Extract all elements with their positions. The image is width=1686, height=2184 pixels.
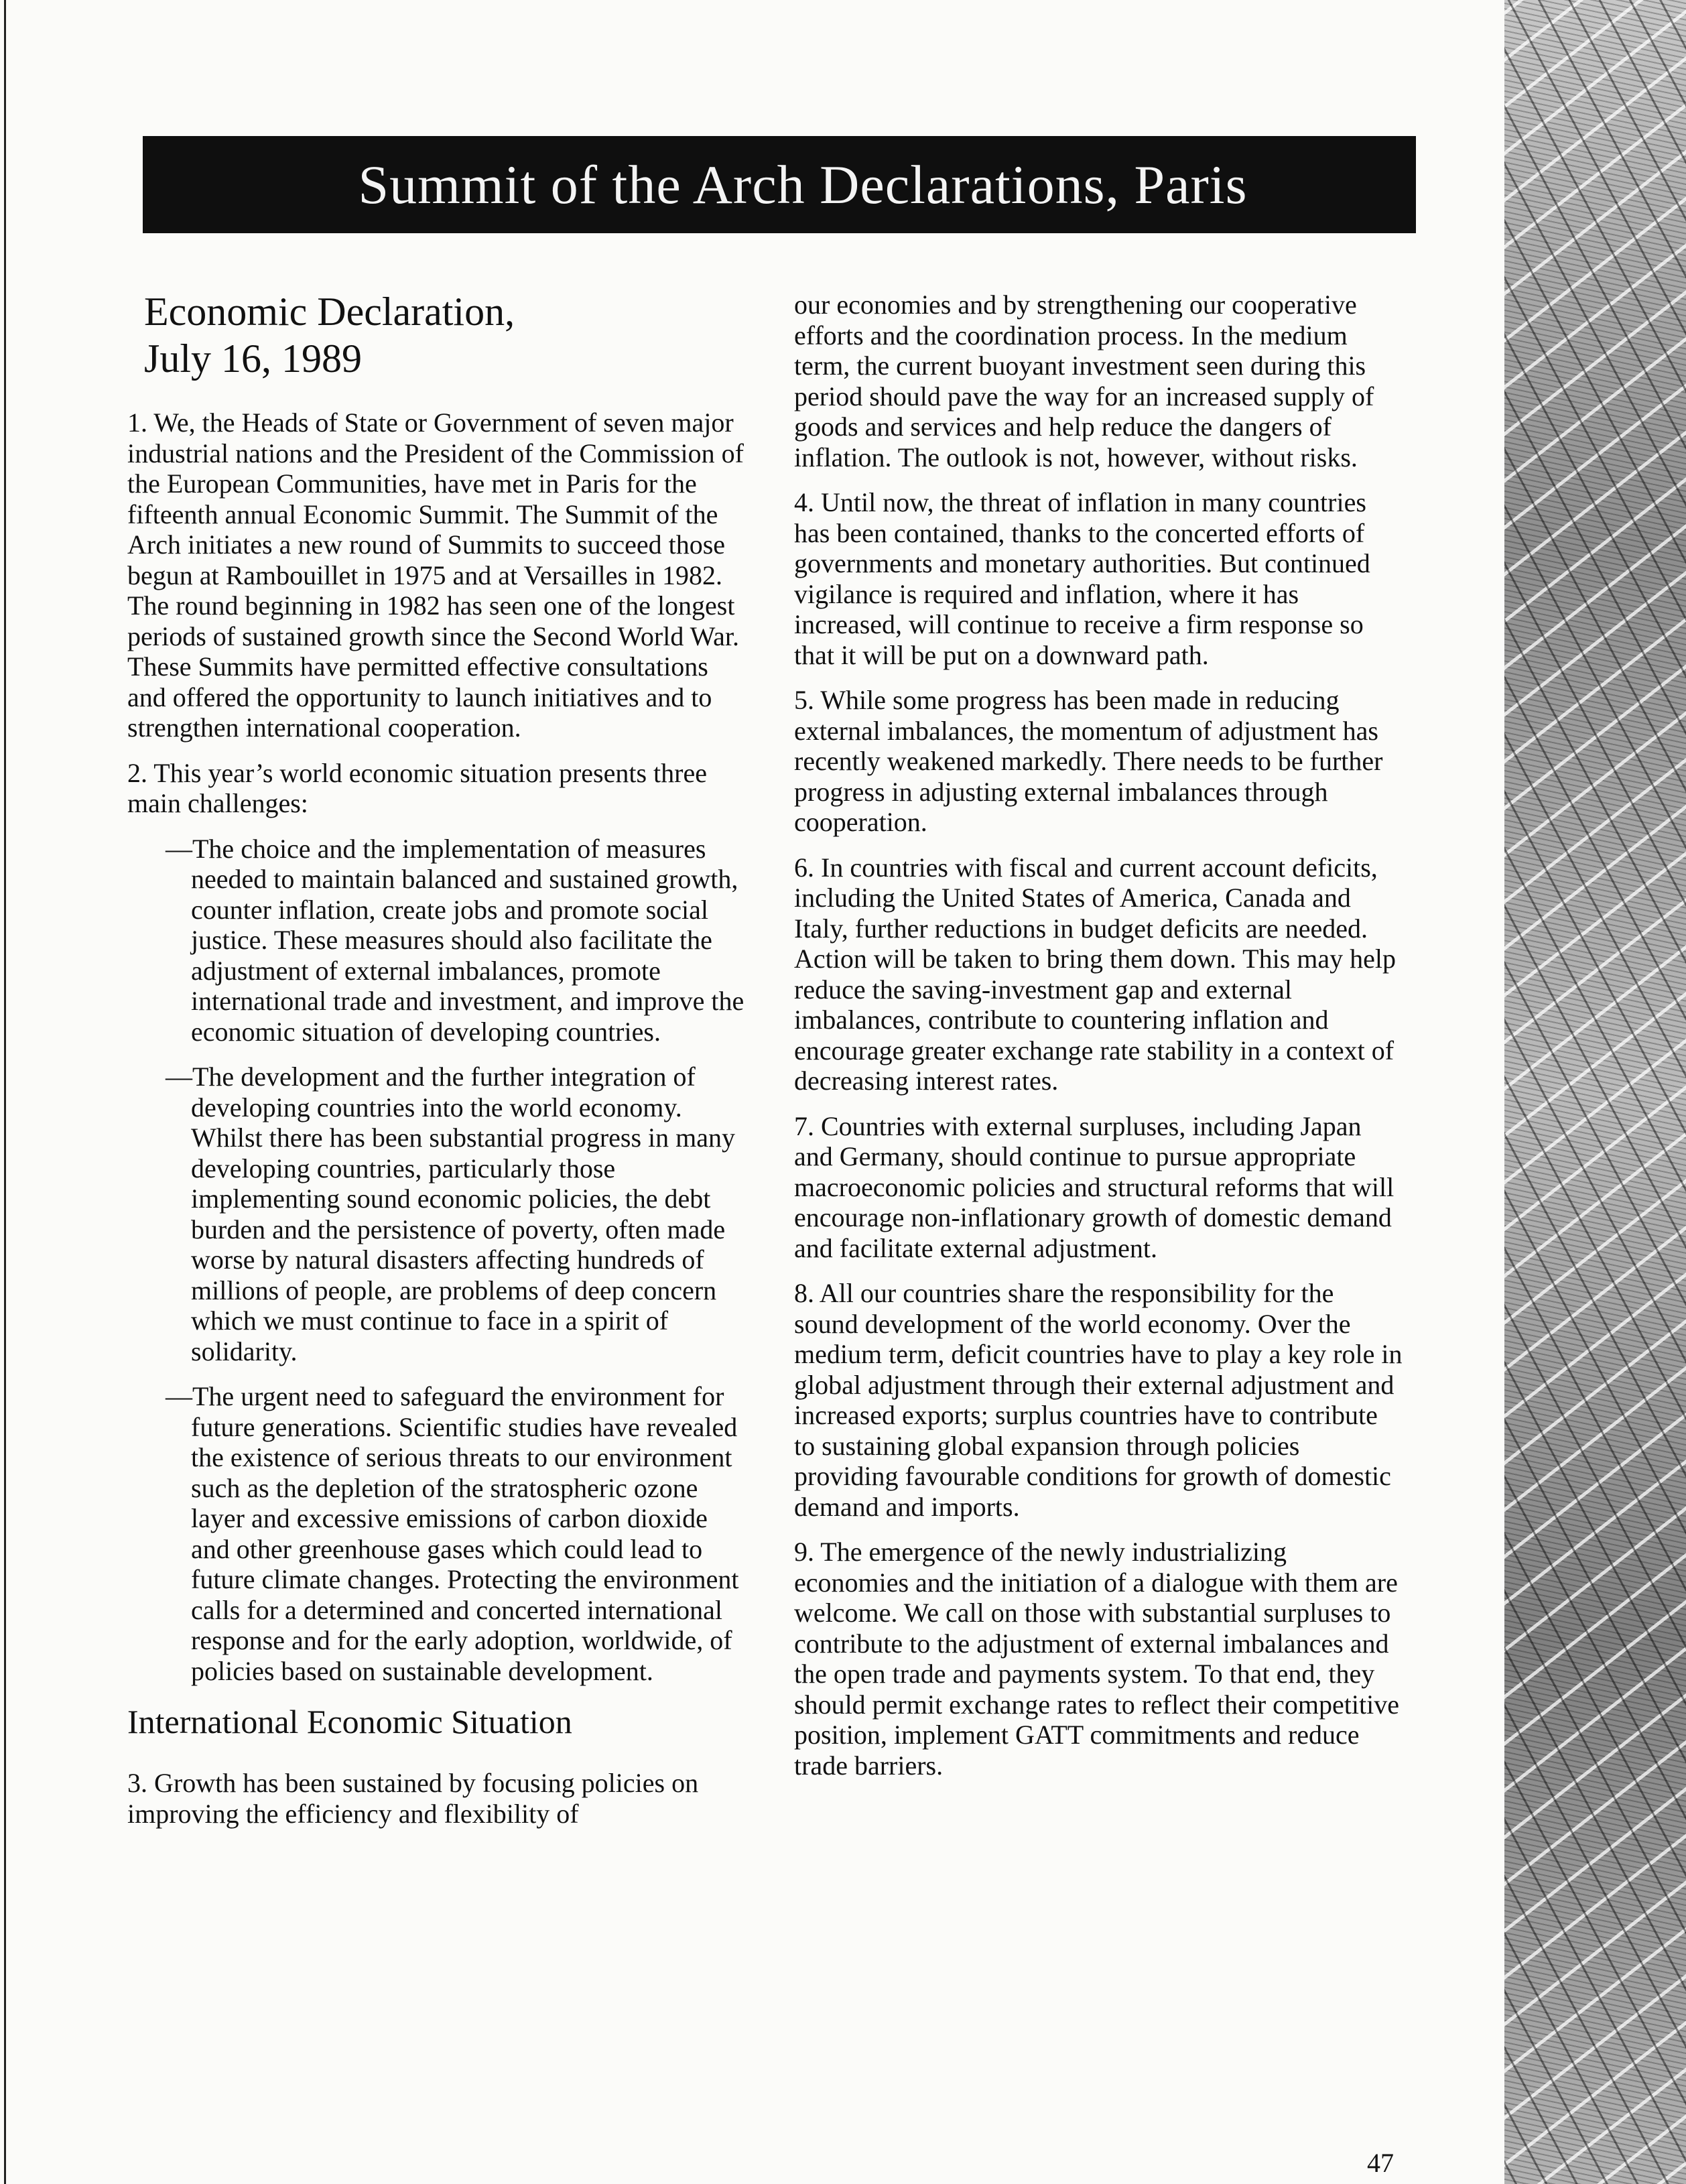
banner-title: Summit of the Arch Declarations, Paris xyxy=(358,153,1248,215)
paragraph-3-continued: our economies and by strengthening our cooperative efforts and the coordination process. In the medium term, the current buoyant investment seen during this period should pave the way for an increased supply of goods and services and help reduce the dangers of inflation. The outlook is not, however, without risks. xyxy=(794,290,1374,472)
paragraph-8: 8. All our countries share the responsibility for the sound development of the world economy. Over the medium term, deficit countries have to play a key role in global adjustment through their external adjustment and increased exports; surplus countries have to contribute to sustaining global expansion through policies providing favourable conditions for growth of domestic demand and imports. xyxy=(794,1278,1403,1522)
declaration-title-line2: July 16, 1989 xyxy=(144,336,363,381)
challenge-item-2: —The development and the further integration of developing countries into the world economy. Whilst there has been substantial progress in many developing countries, particularly those implementing sound economic policies, the debt burden and the persistence of poverty, often made worse by natural disasters affecting hundreds of millions of people, are problems of deep concern which we must continue to face in a spirit of solidarity. xyxy=(166,1062,736,1366)
declaration-title xyxy=(144,288,751,382)
section-heading: International Economic Situation xyxy=(127,1703,572,1740)
title-banner xyxy=(143,136,1416,233)
paragraph-5: 5. While some progress has been made in reducing external imbalances, the momentum of adjustment has recently weakened markedly. There needs to be further progress in adjusting external imbalances through cooperation. xyxy=(794,685,1383,837)
left-margin-rule xyxy=(4,0,6,2184)
declaration-title-line1: Economic Declaration, xyxy=(144,290,515,334)
paragraph-9: 9. The emergence of the newly industrializing economies and the initiation of a dialogue with them are welcome. We call on those with substantial surpluses to contribute to the adjustment of external imbalances and the open trade and payments system. To that end, they should permit exchange rates to reflect their competitive position, implement GATT commitments and reduce trade barriers. xyxy=(794,1537,1399,1781)
paragraph-4: 4. Until now, the threat of inflation in many countries has been contained, thanks to the concerted efforts of governments and monetary authorities. But continued vigilance is required and inflation, where it has increased, will continue to receive a firm response so that it will be put on a downward path. xyxy=(794,487,1370,670)
right-column xyxy=(794,268,1404,1795)
paragraph-2: 2. This year’s world economic situation presents three main challenges: xyxy=(127,757,707,818)
paragraph-6: 6. In countries with fiscal and current account deficits, including the United States of America, Canada and Italy, further reductions in budget deficits are needed. Action will be taken to bring them down. This may help reduce the saving-investment gap and external imbalances, contribute to countering inflation and encourage greater exchange rate stability in a context of decreasing interest rates. xyxy=(794,852,1397,1096)
decorative-texture-strip xyxy=(1504,0,1686,2184)
paragraph-1: 1. We, the Heads of State or Government of seven major industrial nations and the President of the Commission of the European Communities, have met in Paris for the fifteenth annual Economic Summit. The Summit of the Arch initiates a new round of Summits to succeed those begun at Rambouillet in 1975 and at Versailles in 1982. The round beginning in 1982 has seen one of the longest periods of sustained growth since the Second World War. These Summits have permitted effective consultations and offered the opportunity to launch initiatives and to strengthen international cooperation. xyxy=(127,407,744,743)
challenge-item-1: —The choice and the implementation of measures needed to maintain balanced and sustained growth, counter inflation, create jobs and promote social justice. These measures should also facilitate the adjustment of external imbalances, promote international trade and investment, and improve the economic situation of developing countries. xyxy=(166,833,744,1047)
page-number: 47 xyxy=(1367,2148,1394,2178)
challenge-item-3: —The urgent need to safeguard the environment for future generations. Scientific studies have revealed the existence of serious threats to our environment such as the depletion of the stratospheric ozone layer and excessive emissions of carbon dioxide and other greenhouse gases which could lead to future climate changes. Protecting the environment calls for a determined and concerted international response and for the early adoption, worldwide, of policies based on sustainable development. xyxy=(166,1381,739,1686)
paragraph-7: 7. Countries with external surpluses, including Japan and Germany, should continue to pursue appropriate macroeconomic policies and structural reforms that will encourage non-inflationary growth of domestic demand and facilitate external adjustment. xyxy=(794,1110,1395,1263)
left-column xyxy=(127,268,751,1844)
paragraph-3: 3. Growth has been sustained by focusing policies on improving the efficiency and flexibility of xyxy=(127,1768,699,1829)
